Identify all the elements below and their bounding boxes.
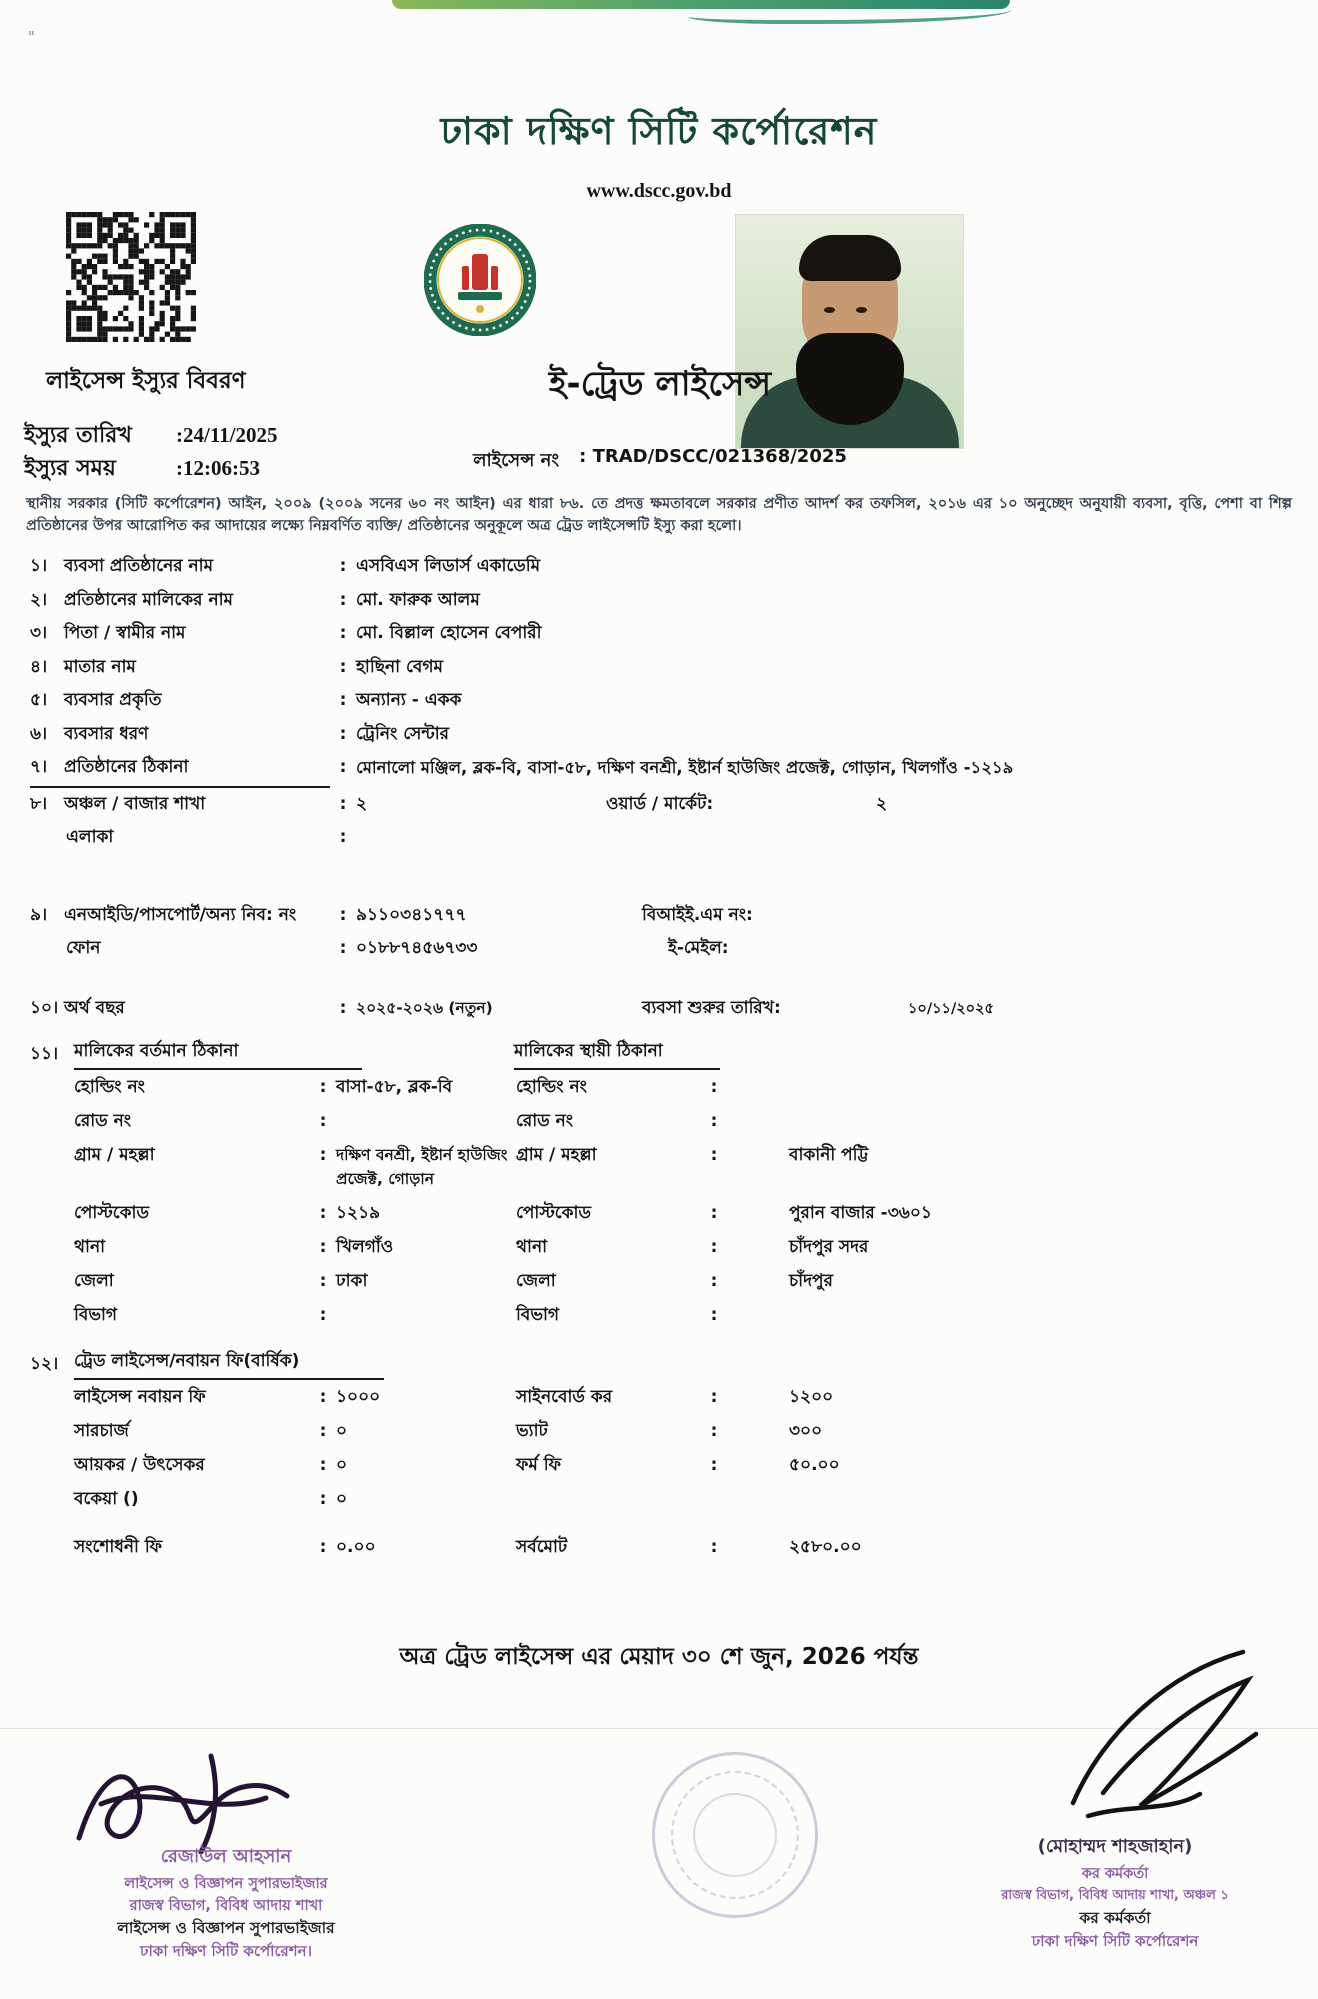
area-value xyxy=(356,821,1292,855)
issue-date-row xyxy=(24,419,364,452)
permanent-value xyxy=(727,1075,1292,1099)
row-number: ৩। xyxy=(30,623,48,643)
address-row-postcode: পোস্টকোড : ১২১৯ পোস্টকোড : পুরান বাজার -৩৬০১ xyxy=(30,1196,1292,1230)
dscc-seal-icon xyxy=(424,224,536,336)
row-number: ৭। xyxy=(30,757,48,777)
business-start-label: ব্যবসা শুরুর তারিখ: xyxy=(642,997,781,1018)
zone-label: অঞ্চল / বাজার শাখা xyxy=(64,793,206,814)
row-value: অন্যান্য - একক xyxy=(356,690,462,710)
current-value: ঢাকা xyxy=(336,1271,368,1291)
permanent-value xyxy=(727,1303,1292,1327)
fee-label-right: ফর্ম ফি xyxy=(516,1455,562,1475)
fee-label-right: সর্বমোট xyxy=(516,1537,568,1557)
license-number-label: লাইসেন্স নং xyxy=(473,450,560,471)
row-value: ট্রেনিং সেন্টার xyxy=(356,723,449,744)
permanent-value: চাঁদপুর সদর xyxy=(789,1237,869,1257)
license-number-value: : TRAD/DSCC/021368/2025 xyxy=(579,446,847,467)
issue-heading: লাইসেন্স ইস্যুর বিবরণ xyxy=(46,368,246,394)
row-number: ২। xyxy=(30,589,48,610)
current-value: ১২১৯ xyxy=(336,1203,381,1223)
photo-eye xyxy=(824,307,835,313)
right-signature-scribble xyxy=(1048,1638,1278,1838)
nid-value: ৯১১০৩৪১৭৭৭ xyxy=(356,904,467,925)
address-row-village: গ্রাম / মহল্লা : দক্ষিণ বনশ্রী, ইষ্টার্ন হাউজিং প্রজেক্ট, গোড়ান গ্রাম / মহল্লা : বাকানী পট্টি xyxy=(30,1138,1292,1196)
issue-time-label: ইস্যুর সময় xyxy=(24,456,116,481)
field-row-business-name: ১। ব্যবসা প্রতিষ্ঠানের নাম : এসবিএস লিডার্স একাডেমি xyxy=(30,550,1292,584)
fee-value-right xyxy=(727,1482,1292,1516)
nid-label: এনআইডি/পাসপোর্ট/অন্য নিব: নং xyxy=(64,904,297,925)
right-signer-org: ঢাকা দক্ষিণ সিটি কর্পোরেশন xyxy=(1031,1932,1199,1950)
row-number: ৮। xyxy=(30,793,48,814)
issue-time-row xyxy=(24,452,364,485)
fee-label: লাইসেন্স নবায়ন ফি xyxy=(74,1387,206,1407)
business-start-value: ১০/১১/২০২৫ xyxy=(908,1000,994,1017)
right-signer-designation: কর কর্মকর্তা xyxy=(1079,1909,1151,1927)
scan-artifact-mark: " xyxy=(28,28,35,46)
fee-section-heading: ট্রেড লাইসেন্স/নবায়ন ফি(বার্ষিক) xyxy=(74,1346,384,1380)
license-fields xyxy=(30,550,1292,1564)
left-signer-title: লাইসেন্স ও বিজ্ঞাপন সুপারভাইজার xyxy=(124,1876,328,1892)
permanent-address-heading: মালিকের স্থায়ী ঠিকানা xyxy=(514,1036,720,1070)
row-number: ১০। xyxy=(30,997,59,1018)
permanent-value: বাকানী পট্টি xyxy=(789,1145,869,1165)
fee-value-right: ৩০০ xyxy=(789,1421,823,1441)
fee-label-right xyxy=(516,1482,701,1516)
phone-value: ০১৮৮৭৪৫৬৭৩৩ xyxy=(356,938,478,958)
right-signature-block xyxy=(950,1832,1280,1953)
issue-details-block xyxy=(24,362,364,485)
fiscal-value: ২০২৫-২০২৬ (নতুন) xyxy=(356,998,493,1017)
address-label-perm: পোস্টকোড xyxy=(516,1203,591,1223)
row-number: ১২। xyxy=(30,1354,59,1374)
fee-label: বকেয়া () xyxy=(74,1489,139,1509)
qr-code xyxy=(66,212,196,342)
ward-value: ২ xyxy=(876,793,888,814)
legal-text: স্থানীয় সরকার (সিটি কর্পোরেশন) আইন, ২০০৯ (২০০৯ সনের ৬০ নং আইন) এর ধারা ৮৬. তে প্রদত্ত ক্ষমতাবলে সরকার প্রণীত আদর্শ কর তফসিল, ২০১৬ এর ১০ অনুচ্ছেদ অনুযায়ী ব্যবসা, বৃত্তি, পেশা বা শিল্প প্রতিষ্ঠানের উপর আরোপিত কর আদায়ের লক্ষ্যে নিম্নবর্ণিত ব্যক্তি/ প্রতিষ্ঠানের অনুকূলে অত্র ট্রেড লাইসেন্সটি ইস্যু করা হলো। xyxy=(26,496,1292,534)
fee-value: ১০০০ xyxy=(336,1387,381,1407)
fee-value: ০ xyxy=(336,1455,348,1475)
left-signer-org: ঢাকা দক্ষিণ সিটি কর্পোরেশন। xyxy=(140,1942,312,1960)
row-number: ১। xyxy=(30,556,48,576)
address-row-thana: থানা : খিলগাঁও থানা : চাঁদপুর সদর xyxy=(30,1230,1292,1264)
current-address-heading: মালিকের বর্তমান ঠিকানা xyxy=(74,1036,362,1070)
fee-row-total: সংশোধনী ফি : ০.০০ সর্বমোট : ২৫৮০.০০ xyxy=(30,1530,1292,1564)
issue-date-value: :24/11/2025 xyxy=(176,423,278,447)
field-row-area: এলাকা : xyxy=(30,821,1292,855)
corporation-title: ঢাকা দক্ষিণ সিটি কর্পোরেশন xyxy=(440,109,878,153)
current-value: বাসা-৫৮, ব্লক-বি xyxy=(336,1077,453,1097)
phone-label: ফোন xyxy=(66,938,101,958)
address-row-division: বিভাগ : বিভাগ : xyxy=(30,1298,1292,1332)
address-label: থানা xyxy=(74,1237,106,1257)
fee-label: সারচার্জ xyxy=(74,1421,129,1441)
row-number: ৯। xyxy=(30,904,48,925)
row-value: হাছিনা বেগম xyxy=(356,656,443,677)
address-section-headings xyxy=(30,1036,1292,1070)
right-signer-dept: রাজস্ব বিভাগ, বিবিধ আদায় শাখা, অঞ্চল ১ xyxy=(1001,1888,1229,1903)
fee-section-heading-row xyxy=(30,1346,1292,1380)
area-label: এলাকা xyxy=(66,827,114,847)
top-green-swoosh xyxy=(688,0,1012,24)
photo-eye xyxy=(856,307,867,313)
permanent-value: চাঁদপুর xyxy=(789,1271,833,1291)
row-label: মাতার নাম xyxy=(64,656,136,677)
address-row-road: রোড নং : রোড নং : xyxy=(30,1104,1292,1138)
left-signature-block xyxy=(52,1738,400,1963)
row-label: ব্যবসার প্রকৃতি xyxy=(64,690,162,710)
row-label: পিতা / স্বামীর নাম xyxy=(64,623,186,643)
address-label: পোস্টকোড xyxy=(74,1203,149,1223)
field-row-nid: ৯। এনআইডি/পাসপোর্ট/অন্য নিব: নং : ৯১১০৩৪১৭৭৭ বিআইই.এম নং: xyxy=(30,899,1292,933)
address-label: গ্রাম / মহল্লা xyxy=(74,1145,155,1165)
fiscal-label: অর্থ বছর xyxy=(64,997,125,1018)
row-value: মো. ফারুক আলম xyxy=(356,589,480,610)
official-round-stamp xyxy=(652,1752,818,1918)
address-label: বিভাগ xyxy=(74,1305,118,1325)
fee-row-renewal: লাইসেন্স নবায়ন ফি : ১০০০ সাইনবোর্ড কর : ১২০০ xyxy=(30,1380,1292,1414)
issue-date-label: ইস্যুর তারিখ xyxy=(24,423,132,448)
fee-value: ০.০০ xyxy=(336,1537,376,1557)
address-label-perm: থানা xyxy=(516,1237,548,1257)
row-label: ব্যবসার ধরণ xyxy=(64,723,149,744)
right-signer-title: কর কর্মকর্তা xyxy=(1081,1866,1149,1882)
address-label: রোড নং xyxy=(74,1111,132,1131)
permanent-value: পুরান বাজার -৩৬০১ xyxy=(789,1203,932,1223)
zone-value: ২ xyxy=(356,793,368,814)
permanent-value xyxy=(727,1109,1292,1133)
fee-value-right: ২৫৮০.০০ xyxy=(789,1537,862,1557)
ward-label: ওয়ার্ড / মার্কেট: xyxy=(606,793,714,814)
fee-value: ০ xyxy=(336,1421,348,1441)
row-number: ৬। xyxy=(30,723,48,744)
row-label: প্রতিষ্ঠানের ঠিকানা xyxy=(64,757,189,777)
spacer xyxy=(30,966,1292,992)
address-label-perm: জেলা xyxy=(516,1271,556,1291)
left-signer-dept: রাজস্ব বিভাগ, বিবিধ আদায় শাখা xyxy=(129,1898,323,1914)
row-number: ৪। xyxy=(30,656,48,677)
row-label: ব্যবসা প্রতিষ্ঠানের নাম xyxy=(64,556,214,576)
address-label-perm: বিভাগ xyxy=(516,1305,560,1325)
row-value: এসবিএস লিডার্স একাডেমি xyxy=(356,556,541,576)
field-row-business-nature: ৫। ব্যবসার প্রকৃতি : অন্যান্য - একক xyxy=(30,684,1292,718)
address-label: জেলা xyxy=(74,1271,114,1291)
current-value xyxy=(336,1303,516,1327)
field-row-mother-name: ৪। মাতার নাম : হাছিনা বেগম xyxy=(30,651,1292,685)
fee-row-surcharge: সারচার্জ : ০ ভ্যাট : ৩০০ xyxy=(30,1414,1292,1448)
bin-label: বিআইই.এম নং: xyxy=(642,904,753,925)
left-signer-designation: লাইসেন্স ও বিজ্ঞাপন সুপারভাইজার xyxy=(117,1919,335,1937)
email-label: ই-মেইল: xyxy=(668,938,729,958)
fee-label-right: ভ্যাট xyxy=(516,1421,548,1441)
fee-label: সংশোধনী ফি xyxy=(74,1537,163,1557)
address-row-holding: হোল্ডিং নং : বাসা-৫৮, ব্লক-বি হোল্ডিং নং : xyxy=(30,1070,1292,1104)
right-signer-name: (মোহাম্মদ শাহজাহান) xyxy=(1037,1836,1193,1857)
row-label: প্রতিষ্ঠানের মালিকের নাম xyxy=(64,589,233,610)
document-title: ই-ট্রেড লাইসেন্স xyxy=(548,364,772,404)
current-value: দক্ষিণ বনশ্রী, ইষ্টার্ন হাউজিং প্রজেক্ট, গোড়ান xyxy=(336,1146,508,1188)
website-url: www.dscc.gov.bd xyxy=(586,180,732,202)
address-label-perm: রোড নং xyxy=(516,1111,574,1131)
row-number: ১১। xyxy=(30,1044,59,1064)
fee-label-right: সাইনবোর্ড কর xyxy=(516,1387,613,1407)
org-address-value: মোনালো মঞ্জিল, ব্লক-বি, বাসা-৫৮, দক্ষিণ বনশ্রী, ইষ্টার্ন হাউজিং প্রজেক্ট, গোড়ান, খিলগাঁও -১২১৯ xyxy=(356,758,1014,777)
spacer xyxy=(30,855,1292,899)
fee-row-income-tax: আয়কর / উৎসেকর : ০ ফর্ম ফি : ৫০.০০ xyxy=(30,1448,1292,1482)
field-row-father-name: ৩। পিতা / স্বামীর নাম : মো. বিল্লাল হোসেন বেপারী xyxy=(30,617,1292,651)
validity-statement: অত্র ট্রেড লাইসেন্স এর মেয়াদ ৩০ শে জুন, 2026 পর্যন্ত xyxy=(399,1644,919,1670)
current-value: খিলগাঁও xyxy=(336,1237,394,1257)
address-label: হোল্ডিং নং xyxy=(74,1077,145,1097)
left-signer-name: রেজাউল আহসান xyxy=(160,1846,292,1867)
row-number: ৫। xyxy=(30,690,48,710)
fee-label: আয়কর / উৎসেকর xyxy=(74,1455,205,1475)
photo-hair xyxy=(799,235,901,281)
address-label-perm: গ্রাম / মহল্লা xyxy=(516,1145,597,1165)
address-label-perm: হোল্ডিং নং xyxy=(516,1077,587,1097)
field-row-org-address: ৭। প্রতিষ্ঠানের ঠিকানা : মোনালো মঞ্জিল, ব্লক-বি, বাসা-৫৮, দক্ষিণ বনশ্রী, ইষ্টার্ন হাউজিং প্রজেক্ট, গোড়ান, খিলগাঁও -১২১৯ xyxy=(30,751,1292,788)
address-row-district: জেলা : ঢাকা জেলা : চাঁদপুর xyxy=(30,1264,1292,1298)
fee-row-arrears: বকেয়া () : ০ xyxy=(30,1482,1292,1516)
license-number-row xyxy=(340,446,980,477)
field-row-zone: ৮। অঞ্চল / বাজার শাখা : ২ ওয়ার্ড / মার্কেট: ২ xyxy=(30,788,1292,822)
fee-value: ০ xyxy=(336,1489,348,1509)
fee-value-right: ১২০০ xyxy=(789,1387,834,1407)
field-row-business-type: ৬। ব্যবসার ধরণ : ট্রেনিং সেন্টার xyxy=(30,718,1292,752)
fee-value-right: ৫০.০০ xyxy=(789,1455,840,1475)
field-row-phone: ফোন : ০১৮৮৭৪৫৬৭৩৩ ই-মেইল: xyxy=(30,932,1292,966)
issue-time-value: :12:06:53 xyxy=(176,456,260,480)
current-value xyxy=(336,1109,516,1133)
field-row-fiscal-year: ১০। অর্থ বছর : ২০২৫-২০২৬ (নতুন) ব্যবসা শুরুর তারিখ: ১০/১১/২০২৫ xyxy=(30,992,1292,1027)
field-row-owner-name: ২। প্রতিষ্ঠানের মালিকের নাম : মো. ফারুক আলম xyxy=(30,584,1292,618)
row-value: মো. বিল্লাল হোসেন বেপারী xyxy=(356,623,542,643)
